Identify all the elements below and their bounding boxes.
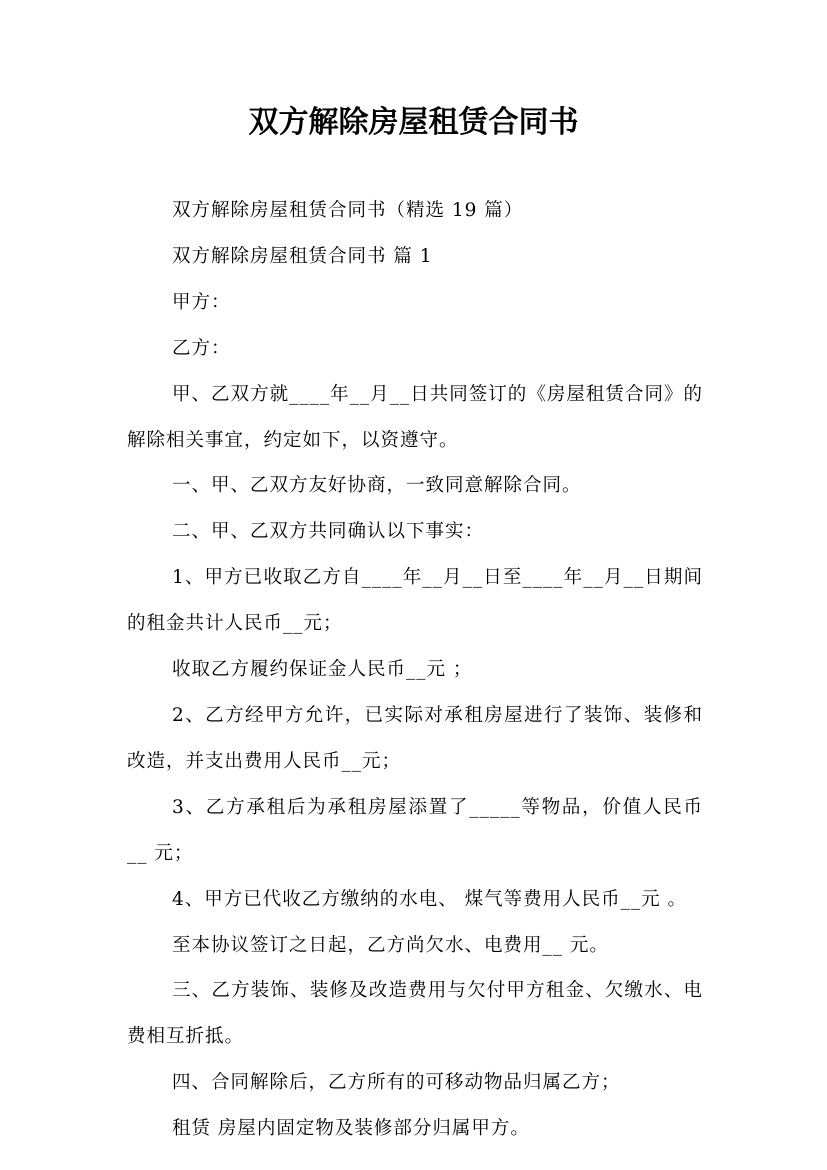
paragraph: 甲、乙双方就____年__月__日共同签订的《房屋租赁合同》的解除相关事宜，约定如下，以资遵守。 xyxy=(127,383,703,451)
paragraph: 乙方： xyxy=(172,337,231,359)
paragraph: 2、乙方经甲方允许，已实际对承租房屋进行了装饰、装修和改造，并支出费用人民币__元； xyxy=(127,704,703,772)
paragraph: 1、甲方已收取乙方自____年__月__日至____年__月__日期间的租金共计人民币__元； xyxy=(127,567,703,635)
paragraph: 双方解除房屋租赁合同书 篇 1 xyxy=(172,245,433,267)
paragraph: 租赁 房屋内固定物及装修部分归属甲方。 xyxy=(172,1118,530,1140)
document-body xyxy=(127,188,703,1152)
paragraph: 四、合同解除后，乙方所有的可移动物品归属乙方； xyxy=(172,1072,621,1094)
document-title: 双方解除房屋租赁合同书 xyxy=(248,105,579,140)
paragraph: 二、甲、乙双方共同确认以下事实： xyxy=(172,521,485,543)
paragraph: 3、乙方承租后为承租房屋添置了_____等物品，价值人民币__ 元； xyxy=(127,796,703,864)
paragraph: 一、甲、乙双方友好协商，一致同意解除合同。 xyxy=(172,475,582,497)
paragraph: 4、甲方已代收乙方缴纳的水电、 煤气等费用人民币__元 。 xyxy=(172,888,688,910)
paragraph: 至本协议签订之日起，乙方尚欠水、电费用__ 元。 xyxy=(172,934,609,956)
paragraph: 收取乙方履约保证金人民币__元 ； xyxy=(172,659,473,681)
paragraph: 甲方： xyxy=(172,291,231,313)
paragraph: 双方解除房屋租赁合同书（精选 19 篇） xyxy=(172,200,524,221)
paragraph: 三、乙方装饰、装修及改造费用与欠付甲方租金、欠缴水、电费相互折抵。 xyxy=(127,980,703,1048)
